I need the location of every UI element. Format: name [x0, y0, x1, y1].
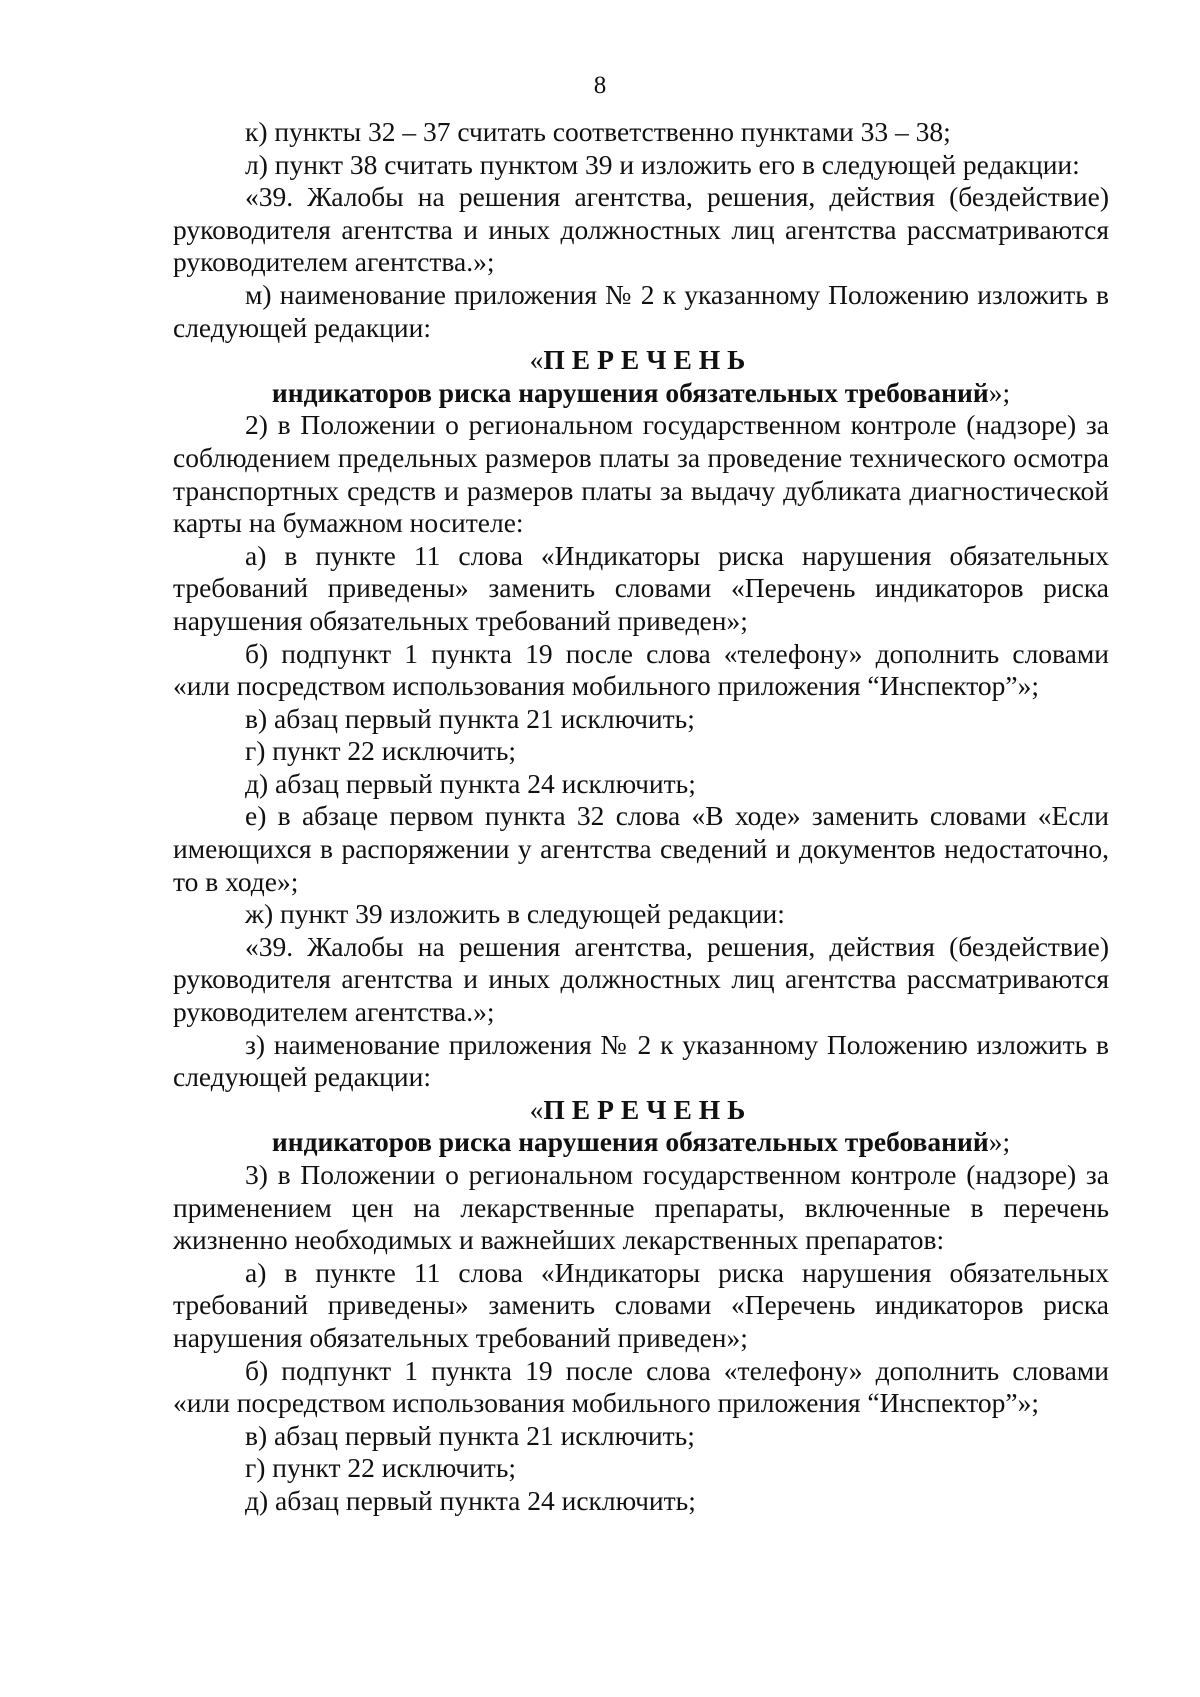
heading-perechen-text: ПЕРЕЧЕНЬ — [543, 1093, 753, 1125]
paragraph-2d: д) абзац первый пункта 24 исключить; — [245, 767, 696, 799]
document-body — [173, 116, 1109, 1518]
heading-perechen — [173, 344, 1109, 377]
paragraph-m: м) наименование приложения № 2 к указанному Положению изложить в следующей редакции: — [173, 278, 1109, 343]
paragraph-2g: г) пункт 22 исключить; — [245, 735, 517, 767]
heading-indicators-text: индикаторов риска нарушения обязательных требований — [271, 1126, 989, 1158]
paragraph-2: 2) в Положении о региональном государственном контроле (надзоре) за соблюдением предельных размеров платы за проведение технического осмотра транспортных средств и размеров платы за выдачу дубликата диагностической карты на бумажном носителе: — [173, 409, 1109, 539]
heading-open-quote: « — [529, 1093, 544, 1125]
paragraph-3g: г) пункт 22 исключить; — [245, 1452, 517, 1484]
heading-indicators — [173, 377, 1109, 410]
heading-perechen-text: ПЕРЕЧЕНЬ — [543, 344, 753, 376]
paragraph-2b: б) подпункт 1 пункта 19 после слова «телефону» дополнить словами «или посредством использования мобильного приложения “Инспектор”»; — [173, 637, 1109, 702]
heading-open-quote: « — [529, 344, 544, 376]
paragraph-2zh: ж) пункт 39 изложить в следующей редакции: — [245, 898, 785, 930]
paragraph-3a: а) в пункте 11 слова «Индикаторы риска нарушения обязательных требований приведены» заменить словами «Перечень индикаторов риска нарушения обязательных требований приведен»; — [173, 1256, 1109, 1353]
paragraph-3b: б) подпункт 1 пункта 19 после слова «телефону» дополнить словами «или посредством использования мобильного приложения “Инспектор”»; — [173, 1354, 1109, 1419]
paragraph-k: к) пункты 32 – 37 считать соответственно пунктами 33 – 38; — [245, 116, 951, 147]
paragraph-quote-39-second: «39. Жалобы на решения агентства, решения, действия (бездействие) руководителя агентства и иных должностных лиц агентства рассматриваются руководителем агентства.»; — [173, 930, 1109, 1028]
paragraph-3d: д) абзац первый пункта 24 исключить; — [245, 1484, 696, 1516]
paragraph-3: 3) в Положении о региональном государственном контроле (надзоре) за применением цен на лекарственные препараты, включенные в перечень жизненно необходимых и важнейших лекарственных препаратов: — [173, 1159, 1109, 1256]
paragraph-2v: в) абзац первый пункта 21 исключить; — [245, 702, 695, 734]
paragraph-2a: а) в пункте 11 слова «Индикаторы риска нарушения обязательных требований приведены» заменить словами «Перечень индикаторов риска нарушения обязательных требований приведен»; — [173, 539, 1109, 636]
heading-indicators-second — [173, 1126, 1109, 1159]
heading-perechen-second — [173, 1094, 1109, 1127]
subheading-close-quote: »; — [988, 376, 1011, 408]
paragraph-l: л) пункт 38 считать пунктом 39 и изложить его в следующей редакции: — [245, 148, 1080, 180]
subheading-close-quote: »; — [988, 1126, 1011, 1158]
heading-indicators-text: индикаторов риска нарушения обязательных требований — [271, 376, 989, 408]
paragraph-2z: з) наименование приложения № 2 к указанному Положению изложить в следующей редакции: — [173, 1028, 1109, 1093]
page-number: 8 — [593, 72, 607, 99]
paragraph-quote-39: «39. Жалобы на решения агентства, решения, действия (бездействие) руководителя агентства и иных должностных лиц агентства рассматриваются руководителем агентства.»; — [173, 181, 1109, 278]
paragraph-2e: е) в абзаце первом пункта 32 слова «В ходе» заменить словами «Если имеющихся в распоряжении у агентства сведений и документов недостаточно, то в ходе»; — [173, 800, 1109, 897]
paragraph-3v: в) абзац первый пункта 21 исключить; — [245, 1419, 695, 1451]
